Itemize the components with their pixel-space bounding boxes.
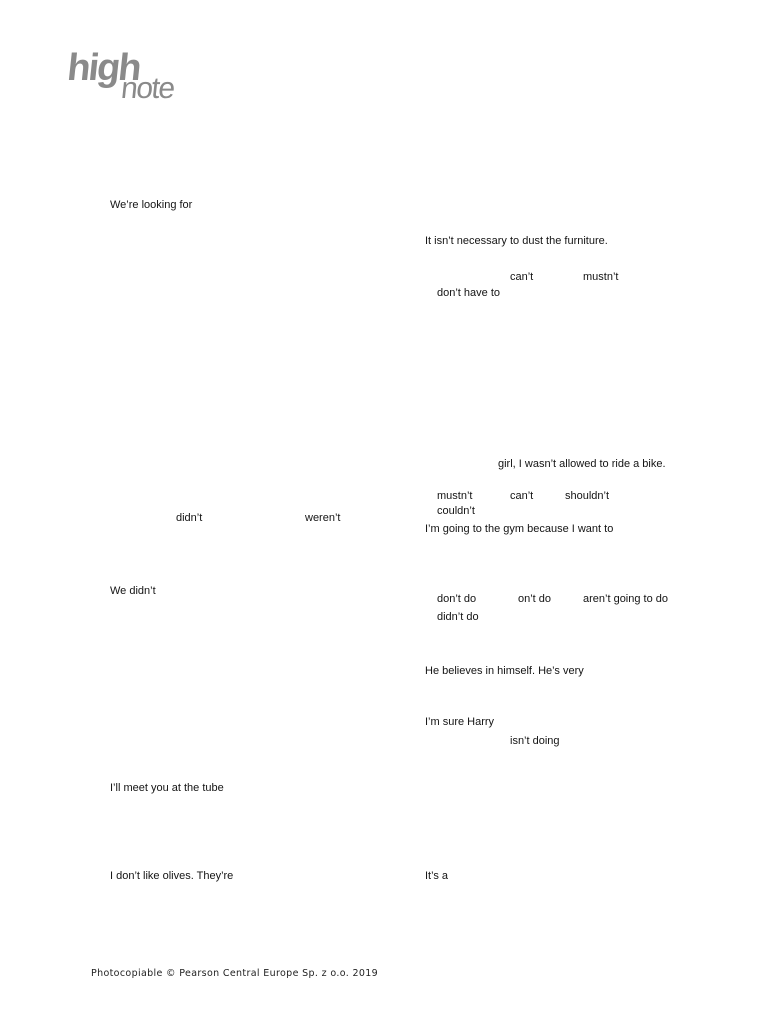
logo-word-high: high (65, 47, 142, 89)
right-q2-option-cant: can’t (510, 490, 534, 502)
left-q5-prompt: I don’t like olives. They’re (110, 870, 234, 882)
left-q2-option-werent: weren’t (305, 512, 341, 524)
left-q1-prompt: We’re looking for (110, 199, 193, 211)
high-note-logo (64, 44, 194, 106)
right-q2-sentence: girl, I wasn’t allowed to ride a bike. (498, 458, 666, 470)
photocopiable-footer: Photocopiable © Pearson Central Europe Sp. z o.o. 2019 (91, 968, 379, 979)
right-q3-option-dont-do: don’t do (437, 593, 477, 605)
right-q1-option-mustnt: mustn’t (583, 271, 619, 283)
right-q3-option-ont-do: on’t do (518, 593, 552, 605)
left-q3-prompt: We didn’t (110, 585, 156, 597)
right-q2-option-shouldnt: shouldn’t (565, 490, 610, 502)
right-q1-sentence: It isn’t necessary to dust the furniture. (425, 235, 608, 247)
right-q2-option-mustnt: mustn’t (437, 490, 473, 502)
right-q5-sentence: I’m sure Harry (425, 716, 495, 728)
right-q3-sentence: I’m going to the gym because I want to (425, 523, 614, 535)
right-q4-sentence: He believes in himself. He’s very (425, 665, 584, 677)
right-q1-option-dont-have-to: don’t have to (437, 287, 500, 299)
left-q2-option-didnt: didn’t (176, 512, 203, 524)
right-q2-option-couldnt: couldn’t (437, 505, 475, 517)
right-q3-option-didnt-do: didn’t do (437, 611, 479, 623)
right-q1-option-cant: can’t (510, 271, 534, 283)
left-q4-prompt: I’ll meet you at the tube (110, 782, 224, 794)
logo-word-note: note (119, 72, 176, 105)
right-q3-option-arent-going-to-do: aren’t going to do (583, 593, 669, 605)
right-q5-option-isnt-doing: isn’t doing (510, 735, 560, 747)
right-q6-sentence: It’s a (425, 870, 449, 882)
